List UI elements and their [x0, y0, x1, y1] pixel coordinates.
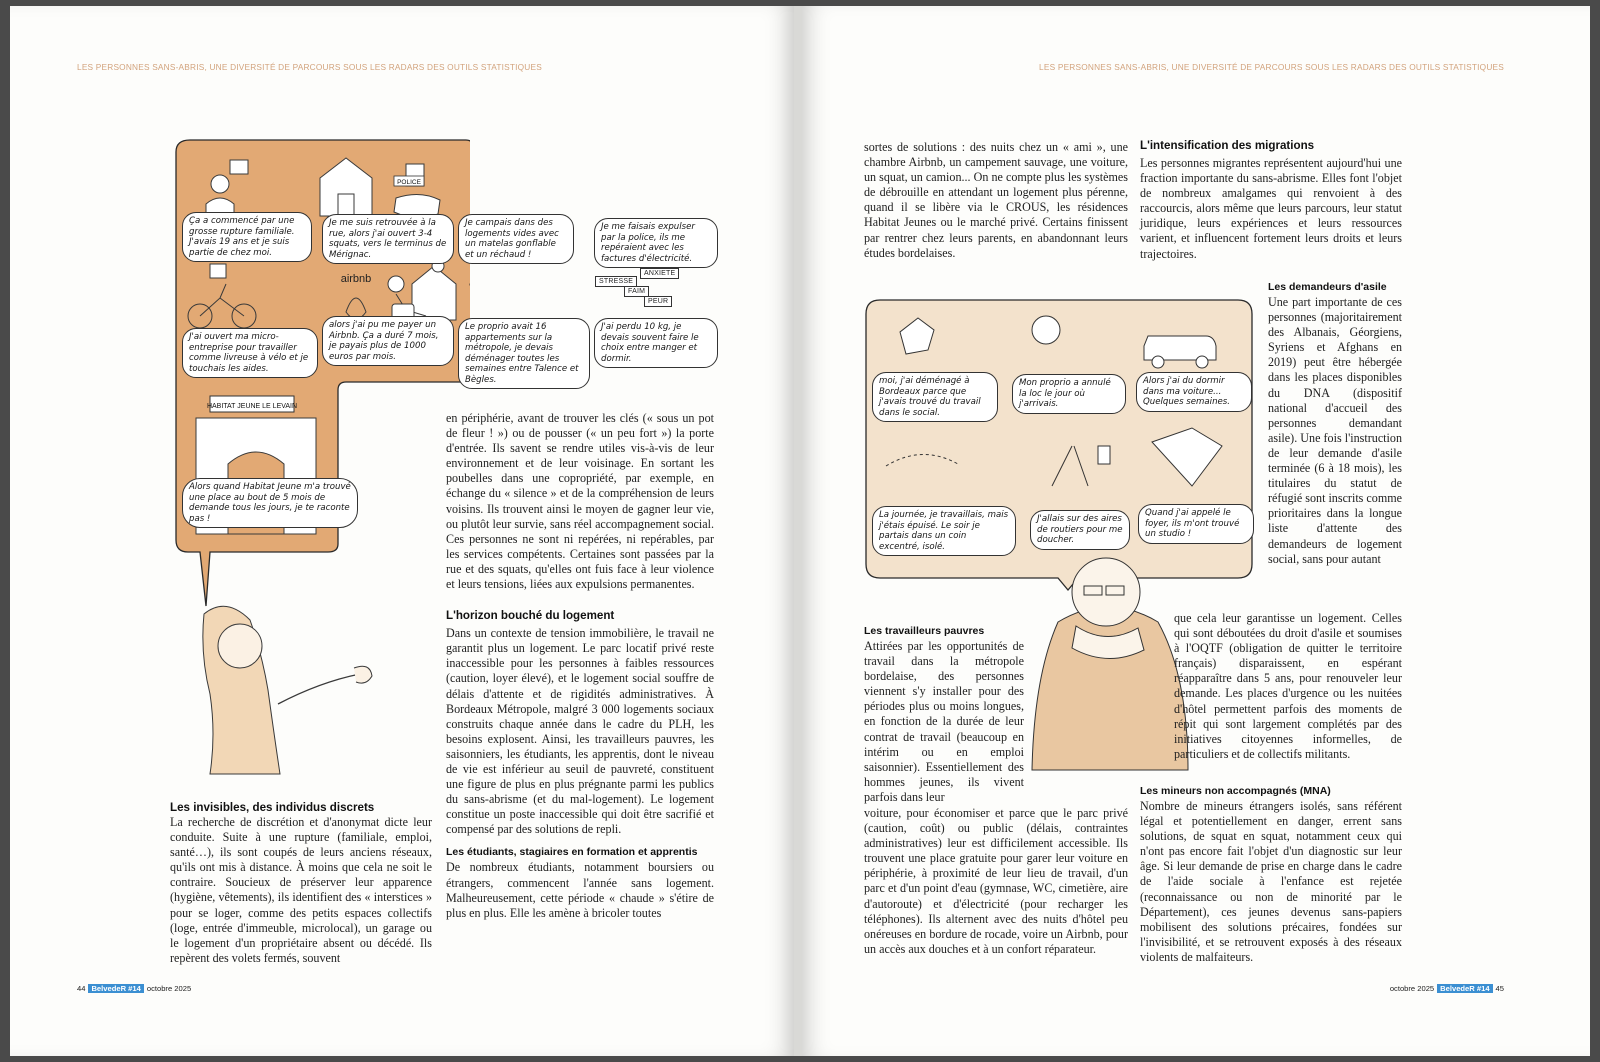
- column-minors: [1140, 784, 1402, 965]
- magazine-spread: [10, 6, 1590, 1056]
- comic-panel-8: J'ai perdu 10 kg, je devais souvent faire le choix entre manger et dormir.: [594, 318, 718, 368]
- comic-panel-7: Le proprio avait 16 appartements sur la métropole, je devais déménager toutes les semaines entre Talence et Bègles.: [458, 318, 590, 389]
- comic-panel-6: alors j'ai pu me payer un Airbnb. Ça a duré 7 mois, je payais plus de 1000 euros par mois.: [322, 316, 454, 366]
- paragraph: en périphérie, avant de trouver les clés (« sous un pot de fleur ! ») ou de pousser (« un peu fort ») la porte d'entrée. Ils savent se rendre utiles vis-à-vis de leur environnement et de leur voisinage. En sortant les poubelles dans une copropriété, par exemple, en échange du « silence » et de la compréhension de leurs voisins. Ils trouvent ainsi le moyen de gagner leur vie, ou plutôt leur survie, sans réel accompagnement social. Ces personnes ne sont ni repérées, ni repérables, par les services compétents. Certaines sont passées par la rue et des squats, qu'elles ont fuis face à leur violence et leurs tensions, liées aux expulsions permanentes.: [446, 411, 714, 592]
- column-workers-wide: [864, 806, 1128, 957]
- right-page: [802, 6, 1590, 1056]
- paragraph: De nombreux étudiants, notamment boursiers ou étrangers, commencent l'année sans logement. Malheureusement, cette période « chaude » s'étire de plus en plus. Elle les amène à bricoler toutes: [446, 860, 714, 920]
- running-head: LES PERSONNES SANS-ABRIS, UNE DIVERSITÉ DE PARCOURS SOUS LES RADARS DES OUTILS STATISTIQUES: [77, 62, 542, 72]
- page-number: 44: [77, 984, 86, 993]
- comic-r-panel-4: La journée, je travaillais, mais j'étais épuisé. Le soir je partais dans un coin excentré, isolé.: [872, 506, 1016, 556]
- magazine-badge: BelvedeR #14: [1437, 984, 1492, 993]
- section-heading-housing: L'horizon bouché du logement: [446, 609, 615, 623]
- comic-r-panel-5: J'allais sur des aires de routiers pour me doucher.: [1030, 510, 1130, 550]
- comic-panel-2: Je me suis retrouvée à la rue, alors j'ai ouvert 3-4 squats, vers le terminus de Mérignac.: [322, 214, 454, 264]
- issue-date: octobre 2025: [1389, 984, 1435, 993]
- page-folio: [1390, 984, 1504, 993]
- section-heading-invisibles: Les invisibles, des individus discrets: [170, 801, 375, 814]
- paragraph: Une part importante de ces personnes (majoritairement des Albanais, Géorgiens, Syriens et Afghans en 2019) peut être hébergée dans les places disponibles du DNA (dispositif national d'accueil des personnes demandant asile). Une fois l'instruction de leur demande d'asile terminée (6 à 18 mois), les titulaires du statut de réfugié sont inscrits comme prioritaires dans la longue liste d'attente des demandeurs de logement social, sans pour autant: [1268, 295, 1403, 566]
- airbnb-logo: airbnb: [340, 273, 372, 285]
- subheading-students: Les étudiants, stagiaires en formation et apprentis: [446, 846, 698, 859]
- comic-panel-5: J'ai ouvert ma micro-entreprise pour travailler comme livreuse à vélo et je touchais les aides.: [182, 328, 318, 378]
- gutter: [794, 6, 802, 1056]
- paragraph: Nombre de mineurs étrangers isolés, sans référent légal et potentiellement en danger, errent sans solutions, de squat en squat, notamment ceux qui n'ont pas encore fait l'objet d'un diagnostic sur leur âge. Si leur demande de prise en charge dans le cadre de l'aide sociale à l'enfance est rejetée (reconnaissance ou non de minorité par le Département), ces jeunes devenus sans-papiers mobilisent des solutions précaires, fondées sur l'invisibilité, et se retrouvent exposés à des réseaux violents de malfaiteurs.: [1140, 799, 1402, 964]
- column-migrations: [1140, 138, 1402, 262]
- left-page: [10, 6, 794, 1056]
- hunger-tag: FAIM: [624, 286, 649, 297]
- column-housing: [446, 411, 714, 921]
- subheading-asylum: Les demandeurs d'asile: [1268, 281, 1387, 293]
- paragraph: sortes de solutions : des nuits chez un « ami », une chambre Airbnb, un campement sauvage, une voiture, un squat, un camion... On ne compte plus les systèmes de débrouille en attendant un logement plus pérenne, quand il se libère via le CROUS, les résidences Habitat Jeunes ou le marché privé. Certains finissent par rentrer chez leurs parents, en abandonnant leurs études bordelaises.: [864, 140, 1128, 260]
- page-folio: [77, 984, 191, 993]
- police-sign: POLICE: [397, 179, 421, 186]
- paragraph: voiture, pour économiser et parce que le parc privé (caution, coût) ou public (délais, contraintes administratives) leur est difficilement accessible. Ils trouvent une place gratuite pour garer leur voiture en périphérie, à proximité de leur lieu de travail, d'un parc et d'un point d'eau (gymnase, WC, cimetière, aire d'autoroute) et d'électricité (pour recharger les téléphones). Ils alternent avec des nuits d'hôtel peu onéreuses en bordure de rocade, voire un Airbnb, pour un accès aux douches et à un confort réparateur.: [864, 806, 1128, 956]
- subheading-minors: Les mineurs non accompagnés (MNA): [1140, 785, 1331, 797]
- running-head: LES PERSONNES SANS-ABRIS, UNE DIVERSITÉ DE PARCOURS SOUS LES RADARS DES OUTILS STATISTIQUES: [1039, 62, 1504, 72]
- fear-tag: PEUR: [644, 296, 672, 307]
- paragraph: La recherche de discrétion et d'anonymat dicte leur conduite. Suite à une rupture (familiale, emploi, santé…), ils sont coupés de leurs anciens réseaux, qu'ils ont mis à distance. À moins que cela ne soit le contraire. Soucieux de préserver leur apparence (hygiène, vêtements), ils identifient des « interstices » pour se loger, comme des petits espaces collectifs (loge, entrée d'immeuble, microlocal), un garage ou le logement d'un propriétaire absent ou décédé. Ils repèrent des volets fermés, souvent: [170, 815, 432, 965]
- stress-tag: STRESSE: [595, 276, 637, 287]
- column-asylum-wide: [1174, 611, 1402, 762]
- comic-r-panel-6: Quand j'ai appelé le foyer, ils m'ont trouvé un studio !: [1138, 504, 1254, 544]
- habitat-sign: HABITAT JEUNE LE LEVAIN: [206, 403, 298, 410]
- comic-r-panel-1: moi, j'ai déménagé à Bordeaux parce que j'avais trouvé du travail dans le social.: [872, 372, 998, 422]
- anxiety-tag: ANXIETE: [640, 268, 679, 279]
- issue-date: octobre 2025: [146, 984, 192, 993]
- comic-r-panel-3: Alors j'ai du dormir dans ma voiture... Quelques semaines.: [1136, 372, 1252, 412]
- comic-panel-4: Je me faisais expulser par la police, ils me repéraient avec les factures d'électricité.: [594, 218, 718, 268]
- paragraph: Dans un contexte de tension immobilière, le travail ne garantit plus un logement. Le parc locatif privé reste inaccessible pour les personnes à faibles ressources (caution, loyer élevé), et le logement social souffre de délais d'attente et de rigidités administratives. À Bordeaux Métropole, malgré 3 000 logements sociaux construits chaque année dans le cadre du PLH, les besoins explosent. Ainsi, les travailleurs pauvres, les saisonniers, les étudiants, les apprentis, dont le niveau de vie est inférieur au seuil de pauvreté, constituent une figure de plus en plus prégnante parmi les publics du sans-abrisme (et du mal-logement). Le logement constitue un poste inaccessible qui doit être sacrifié et compensé par des solutions de repli.: [446, 626, 714, 837]
- column-invisibles: [170, 800, 432, 966]
- section-heading-migrations: L'intensification des migrations: [1140, 139, 1315, 152]
- comic-panel-3: Je campais dans des logements vides avec un matelas gonflable et un réchaud !: [458, 214, 574, 264]
- page-number: 45: [1495, 984, 1504, 993]
- comic-r-panel-2: Mon proprio a annulé la loc le jour où j'arrivais.: [1012, 374, 1126, 414]
- subheading-workers: Les travailleurs pauvres: [864, 625, 985, 637]
- comic-panel-9: Alors quand Habitat Jeune m'a trouvé une place au bout de 5 mois de demande tous les jours, je te raconte pas !: [182, 478, 358, 528]
- column-solutions: [864, 140, 1128, 261]
- paragraph: Attirées par les opportunités de travail dans la métropole bordelaise, des personnes viennent s'y installer pour des périodes plus ou moins longues, en fonction de la durée de leur contrat de travail (beaucoup en intérim ou en emploi saisonnier). Essentiellement des hommes jeunes, ils vivent parfois dans leur: [864, 639, 1024, 804]
- comic-panel-1: Ça a commencé par une grosse rupture familiale. J'avais 19 ans et je suis partie de chez moi.: [182, 212, 312, 262]
- magazine-badge: BelvedeR #14: [88, 984, 143, 993]
- paragraph: Les personnes migrantes représentent aujourd'hui une fraction importante du sans-abrisme. Elles font l'objet de nombreux amalgames qui renvoient à des raccourcis, alors même que leurs parcours, leur statut juridique, leurs expériences et leurs ressources varient, et influencent fortement leurs droits et leurs trajectoires.: [1140, 156, 1402, 261]
- paragraph: que cela leur garantisse un logement. Celles qui sont déboutées du droit d'asile et soumises à l'OQTF (obligation de quitter le territoire français) disparaissent, en espérant réapparaître dans 5 ans, pour renouveler leur demande. Les places d'urgence ou les nuitées d'hôtel permettent parfois des moments de répit qui sont largement complétés par des initiatives citoyennes informelles, de particuliers et de collectifs militants.: [1174, 611, 1402, 761]
- column-workers-narrow: [864, 624, 1024, 805]
- column-asylum-narrow: [1268, 280, 1402, 567]
